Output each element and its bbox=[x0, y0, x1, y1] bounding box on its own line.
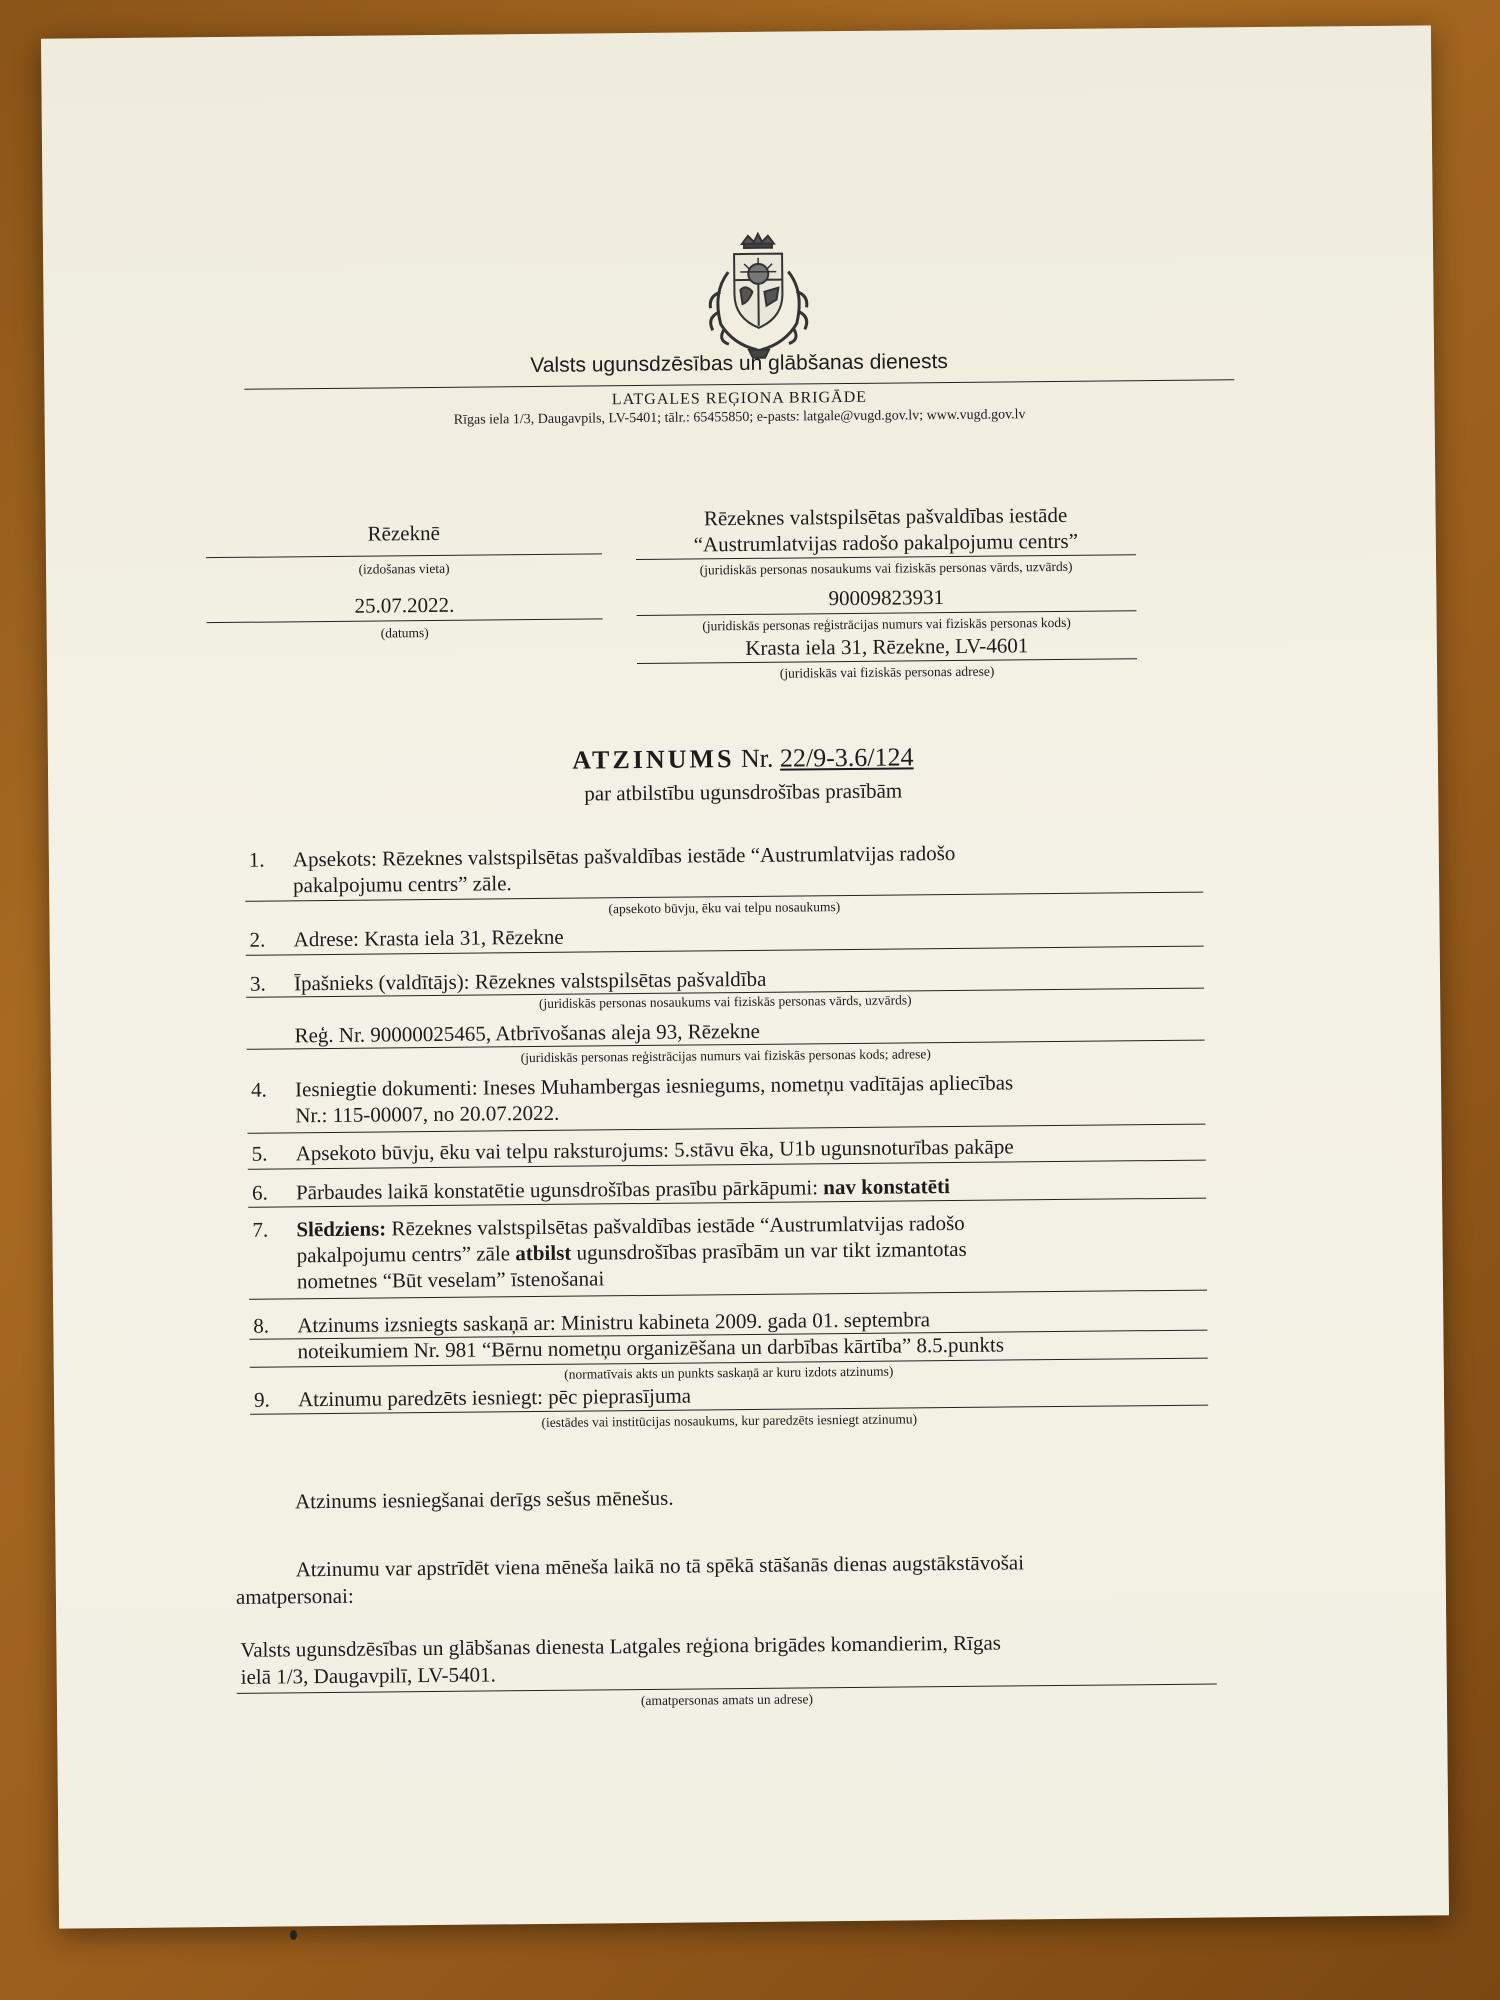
item-7 bbox=[252, 1208, 1213, 1297]
appeal-line2: amatpersonai: bbox=[235, 1583, 354, 1609]
item-8-number: 8. bbox=[253, 1313, 270, 1338]
item-2-line1: Adrese: Krasta iela 31, Rēzekne bbox=[293, 924, 564, 952]
recipient-reg-number: 90009823931 bbox=[828, 585, 945, 611]
agency-name: Valsts ugunsdzēsības un glābšanas dienests bbox=[530, 350, 948, 378]
item-7-line2b: ugunsdrošības prasībām un var tikt izmantotas bbox=[576, 1236, 967, 1265]
item-1-caption: (apsekoto būvju, ēku vai telpu nosaukums) bbox=[608, 899, 841, 917]
item-7-label: Slēdziens: bbox=[296, 1216, 387, 1242]
item-7-line1: Rēzeknes valstspilsētas pašvaldības iestāde “Austrumlatvijas radošo bbox=[391, 1210, 965, 1241]
appeal-recipient-line2: ielā 1/3, Daugavpilī, LV-5401. bbox=[240, 1662, 496, 1689]
appeal-line1: Atzinumu var apstrīdēt viena mēneša laikā no tā spēkā stāšanās dienas augstākstāvošai bbox=[295, 1550, 1025, 1582]
recipient-address: Krasta iela 31, Rēzekne, LV-4601 bbox=[745, 633, 1029, 660]
item-9-number: 9. bbox=[253, 1387, 270, 1412]
item-4-number: 4. bbox=[250, 1077, 267, 1102]
item-4 bbox=[251, 1068, 1211, 1133]
recipient-address-caption: (juridiskās vai fiziskās personas adrese) bbox=[779, 663, 995, 681]
item-8-line2: noteikumiem Nr. 981 “Bērnu nometņu organizēšana un darbības kārtība” 8.5.punkts bbox=[297, 1332, 1005, 1364]
title-word: ATZINUMS bbox=[572, 744, 735, 775]
item-5-line1: Apsekoto būvju, ēku vai telpu raksturojums: 5.stāvu ēka, U1b ugunsnoturības pakāpe bbox=[295, 1134, 1014, 1166]
item-1-line2: pakalpojumu centrs” zāle. bbox=[292, 871, 512, 898]
appeal-paragraph bbox=[236, 1548, 1216, 1611]
coat-of-arms-emblem bbox=[698, 231, 819, 362]
title-nr-label: Nr. bbox=[740, 743, 774, 774]
item-3-number: 3. bbox=[249, 971, 266, 996]
recipient-reg-caption: (juridiskās personas reģistrācijas numurs vai fiziskās personas kods) bbox=[702, 614, 1071, 634]
item-6-result: nav konstatēti bbox=[823, 1174, 950, 1200]
title-number: 22/9-3.6/124 bbox=[779, 742, 914, 773]
document-subtitle: par atbilstību ugunsdrošības prasībām bbox=[584, 778, 903, 806]
item-5-number: 5. bbox=[251, 1141, 268, 1166]
recipient-name-line2: “Austrumlatvijas radošo pakalpojumu centrs” bbox=[693, 528, 1079, 557]
item-3-caption: (juridiskās personas nosaukums vai fiziskās personas vārds, uzvārds) bbox=[538, 992, 912, 1011]
item-4-line2: Nr.: 115-00007, no 20.07.2022. bbox=[295, 1100, 560, 1128]
issue-place: Rēzeknē bbox=[367, 520, 440, 546]
ink-spot bbox=[290, 1930, 297, 1940]
document-title bbox=[48, 737, 1438, 780]
recipient-name-line1: Rēzeknes valstspilsētas pašvaldības iestāde bbox=[703, 502, 1068, 531]
item-7-line2a: pakalpojumu centrs” zāle bbox=[296, 1241, 511, 1268]
appeal-recipient-caption: (amatpersonas amats un adrese) bbox=[640, 1691, 814, 1709]
item-1-line1: Apsekots: Rēzeknes valstspilsētas pašvaldības iestāde “Austrumlatvijas radošo bbox=[292, 840, 956, 872]
item-6-number: 6. bbox=[251, 1180, 268, 1205]
issue-place-caption: (izdošanas vieta) bbox=[358, 560, 450, 577]
issue-date: 25.07.2022. bbox=[354, 592, 455, 618]
item-3-extra-line: Reģ. Nr. 90000025465, Atbrīvošanas aleja 93, Rēzekne bbox=[294, 1018, 761, 1048]
appeal-recipient-line1: Valsts ugunsdzēsības un glābšanas dienesta Latgales reģiona brigādes komandierim, Rīgas bbox=[240, 1630, 1002, 1662]
item-7-number: 7. bbox=[252, 1217, 269, 1242]
issue-date-caption: (datums) bbox=[380, 625, 429, 641]
contact-line: Rīgas iela 1/3, Daugavpils, LV-5401; tālr.: 65455850; e-pasts: latgale@vugd.gov.lv; www.vugd.gov.lv bbox=[453, 407, 1026, 428]
item-7-conclusion: atbilst bbox=[515, 1240, 572, 1266]
item-2-number: 2. bbox=[249, 927, 266, 952]
item-3-extra-caption: (juridiskās personas reģistrācijas numurs vai fiziskās personas kods; adrese) bbox=[520, 1046, 931, 1066]
brigade-name: LATGALES REĢIONA BRIGĀDE bbox=[611, 388, 868, 409]
item-1-number: 1. bbox=[248, 847, 265, 872]
item-4-line1: Iesniegtie dokumenti: Ineses Muhambergas iesniegums, nometņu vadītājas apliecības bbox=[294, 1070, 1014, 1102]
item-9-caption: (iestādes vai institūcijas nosaukums, kur paredzēts iesniegt atzinumu) bbox=[541, 1411, 918, 1430]
item-7-line3: nometnes “Būt veselam” īstenošanai bbox=[296, 1266, 605, 1294]
issue-place-line bbox=[206, 553, 602, 558]
item-9-line1: Atzinumu paredzēts iesniegt: pēc pieprasījuma bbox=[297, 1383, 692, 1412]
validity-statement: Atzinums iesniegšanai derīgs sešus mēnešus. bbox=[294, 1485, 674, 1514]
item-6-text: Pārbaudes laikā konstatētie ugunsdrošības prasību pārkāpumi: bbox=[295, 1175, 819, 1205]
recipient-name-caption: (juridiskās personas nosaukums vai fiziskās personas vārds, uzvārds) bbox=[699, 558, 1073, 578]
item-8-line1: Atzinums izsniegts saskaņā ar: Ministru kabineta 2009. gada 01. septembra bbox=[297, 1307, 931, 1338]
document-sheet bbox=[41, 25, 1449, 1928]
appeal-recipient bbox=[240, 1628, 1216, 1691]
item-8-caption: (normatīvais akts un punkts saskaņā ar kuru izdots atzinums) bbox=[564, 1363, 894, 1382]
item-3-line1: Īpašnieks (valdītājs): Rēzeknes valstspilsētas pašvaldība bbox=[293, 966, 767, 996]
